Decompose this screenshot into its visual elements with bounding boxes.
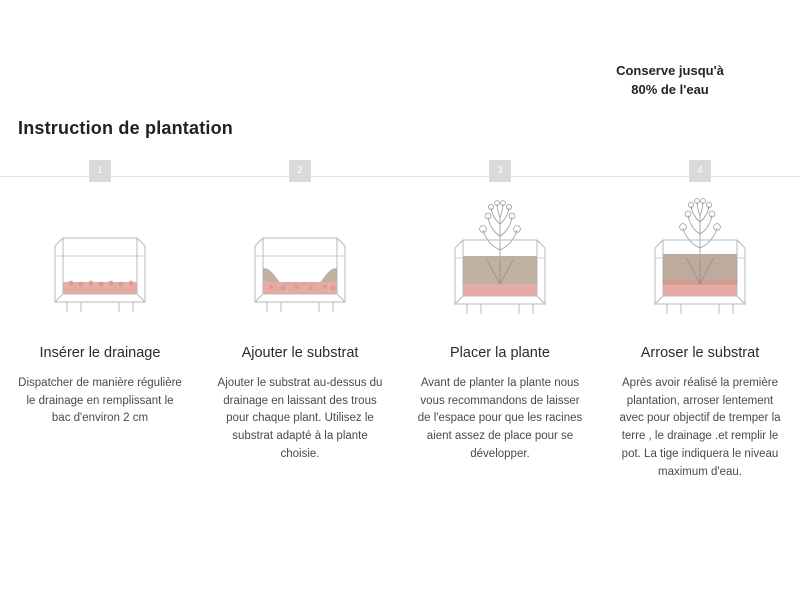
step-heading: Arroser le substrat bbox=[640, 345, 760, 361]
step-number-badge: 2 bbox=[289, 160, 311, 182]
pot-with-plant-icon bbox=[445, 228, 555, 318]
step-number-badge: 1 bbox=[89, 160, 111, 182]
pot-with-watered-plant-icon bbox=[645, 228, 755, 318]
step-body: Dispatcher de manière régulière le drainage en remplissant le bac d'environ 2 cm bbox=[18, 376, 182, 425]
pot-with-drainage-icon bbox=[45, 228, 155, 318]
step-body: Avant de planter la plante nous vous recommandons de laisser de l'espace pour que les racines aient assez de place pour se développer. bbox=[417, 376, 583, 461]
step-heading: Ajouter le substrat bbox=[241, 345, 359, 361]
water-claim-line-1: Conserve jusqu'à bbox=[616, 63, 724, 78]
step-heading: Placer la plante bbox=[450, 345, 550, 361]
step-item bbox=[0, 160, 200, 482]
steps-list bbox=[0, 160, 800, 482]
step-item bbox=[400, 160, 600, 482]
water-saving-claim bbox=[570, 62, 770, 100]
step-body: Ajouter le substrat au-dessus du drainage en laissant des trous pour chaque plant. Utilisez le substrat adapté à la plante choisie. bbox=[217, 376, 383, 461]
step-body: Après avoir réalisé la première plantation, arroser lentement avec pour objectif de tremper la terre , le drainage .et remplir le pot. La tige indiquera le niveau maximum d'eau. bbox=[619, 376, 781, 478]
step-number-badge: 4 bbox=[689, 160, 711, 182]
page-title: Instruction de plantation bbox=[18, 118, 233, 138]
step-number-badge: 3 bbox=[489, 160, 511, 182]
water-claim-line-2: 80% de l'eau bbox=[631, 81, 709, 97]
pot-with-substrate-icon bbox=[245, 228, 355, 318]
step-item bbox=[600, 160, 800, 482]
step-heading: Insérer le drainage bbox=[39, 345, 161, 361]
step-item bbox=[200, 160, 400, 482]
